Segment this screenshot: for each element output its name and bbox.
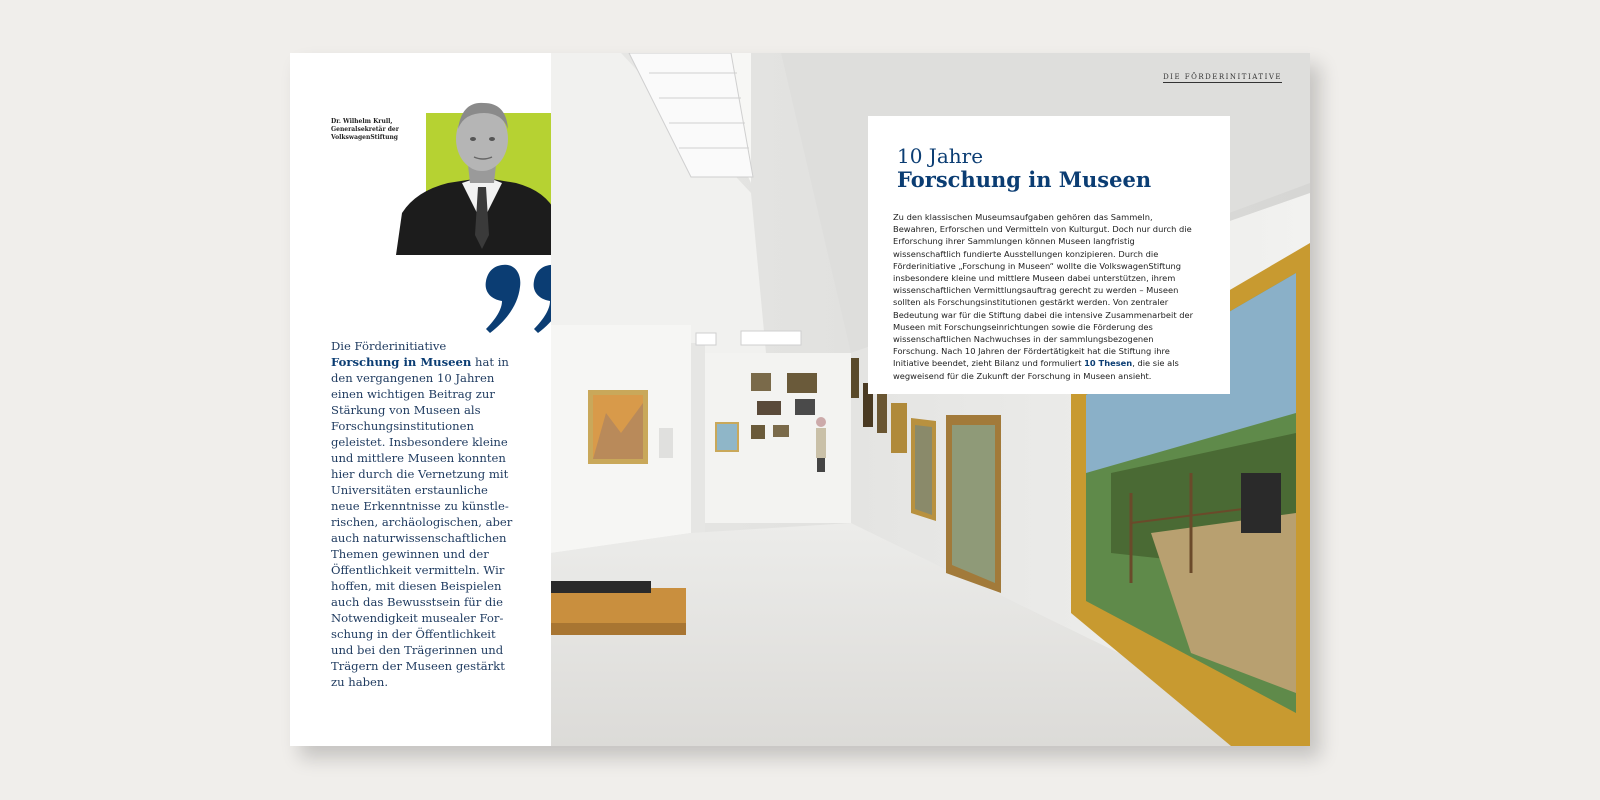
panel-body (893, 211, 1198, 382)
caption-role: Generalsekretär der (331, 126, 399, 133)
body-text-part1: Zu den klassischen Museumsaufgaben gehören das Sammeln, Bewahren, Erforschen und Vermitteln von Kulturgut. Doch nur durch die Erforschung ihrer Sammlungen können Museen langfristig wissenschaftlich fundierte Ausstellungen konzipieren. Durch die Förderinitiative „Forschung in Museen“ wollte die VolkswagenStiftung insbesondere kleine und mittlere Museen dabei unterstützen, ihrem wissenschaftlichen Vermittlungsauftrag gerecht zu werden – Museen sollten als Forschungsinstitutionen gestärkt werden. Von zentraler Bedeutung war für die Stiftung dabei die intensive Zusammenarbeit der Museen mit Forschungseinrichtungen sowie die Förderung des wissenschaftlichen Nachwuchses in der sammlungsbezogenen Forschung. Nach 10 Jahren der Fördertätigkeit hat die Stiftung ihre Initiative beendet, zieht Bilanz und formuliert (893, 212, 1193, 369)
left-page (290, 53, 551, 746)
quote-body: hat in den vergangenen 10 Jahren einen wichtigen Beitrag zur Stärkung von Museen als Forschungsinstitutionen geleistet. Insbesondere kleine und mittlere Museen konnten hier durch die Vernetzung mit Universitäten erstaunliche neue Erkenntnisse zu künstlerischen, archäologischen, aber auch naturwissenschaftlichen Themen gewinnen und der Öffentlichkeit vermitteln. Wir hoffen, mit diesen Beispielen auch das Bewusstsein für die Notwendigkeit musealer Forschung in der Öffentlichkeit und bei den Trägerinnen und Trägern der Museen gestärkt zu haben. (331, 355, 513, 689)
brochure-spread (290, 53, 1310, 746)
intro-text-panel (868, 116, 1230, 394)
running-head: DIE FÖRDERINITIATIVE (1163, 73, 1282, 81)
panel-title: Forschung in Museen (897, 167, 1152, 192)
quote-highlight: Forschung in Museen (331, 355, 472, 369)
caption-org: VolkswagenStiftung (331, 134, 399, 141)
caption-name: Dr. Wilhelm Krull, (331, 118, 393, 125)
quote-intro: Die Förderinitiative (331, 339, 447, 353)
theses-link[interactable]: 10 Thesen (1084, 358, 1133, 369)
body-text-part2: , die sie als wegweisend für die Zukunft der Forschung in Museen ansieht. (893, 358, 1179, 381)
portrait-photo (396, 95, 568, 255)
pull-quote (331, 338, 516, 690)
panel-kicker: 10 Jahre (897, 144, 984, 168)
